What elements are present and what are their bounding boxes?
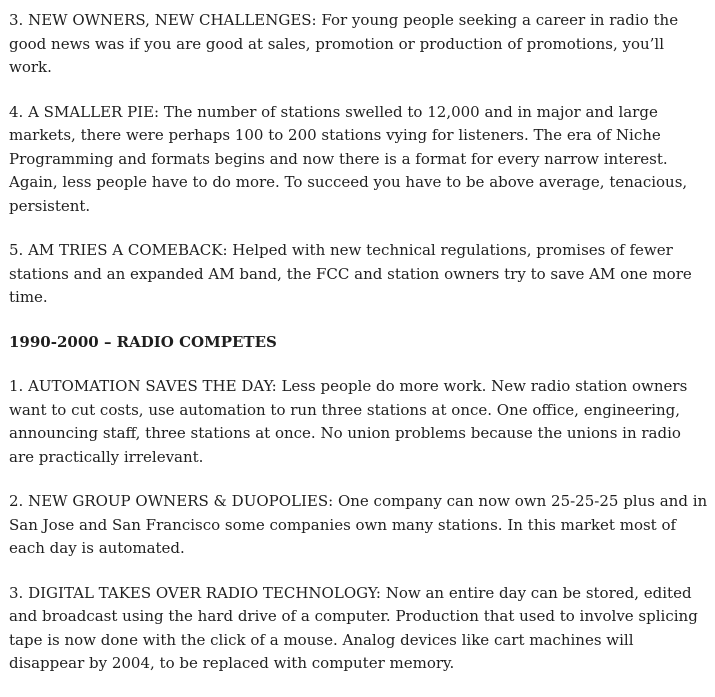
paragraph-new-owners: 3. NEW OWNERS, NEW CHALLENGES: For young people seeking a career in radio the good news was if you are good at sales, promotion or production of promotions, you’ll work. (9, 11, 679, 76)
paragraph-group-owners: 2. NEW GROUP OWNERS & DUOPOLIES: One company can now own 25-25-25 plus and in San Jose and San Francisco some companies own many stations. In this market most of each day is automated. (9, 492, 708, 557)
section-heading: 1990-2000 – RADIO COMPETES (9, 332, 277, 351)
article-body (9, 9, 709, 697)
paragraph-am-comeback: 5. AM TRIES A COMEBACK: Helped with new technical regulations, promises of fewer stations and an expanded AM band, the FCC and station owners try to save AM one more time. (9, 241, 692, 306)
paragraph-smaller-pie: 4. A SMALLER PIE: The number of stations swelled to 12,000 and in major and large markets, there were perhaps 100 to 200 stations vying for listeners. The era of Niche Programming and formats begins and now there is a format for every narrow interest. Again, less people have to do more. To succeed you have to be above average, tenacious, persistent. (9, 102, 688, 215)
paragraph-automation: 1. AUTOMATION SAVES THE DAY: Less people do more work. New radio station owners want to cut costs, use automation to run three stations at once. One office, engineering, announcing staff, three stations at once. No union problems because the unions in radio are practically irrelevant. (9, 377, 688, 466)
paragraph-digital-technology: 3. DIGITAL TAKES OVER RADIO TECHNOLOGY: Now an entire day can be stored, edited and broadcast using the hard drive of a computer. Production that used to involve splicing tape is now done with the click of a mouse. Analog devices like cart machines will disappear by 2004, to be replaced with computer memory. (9, 583, 698, 672)
